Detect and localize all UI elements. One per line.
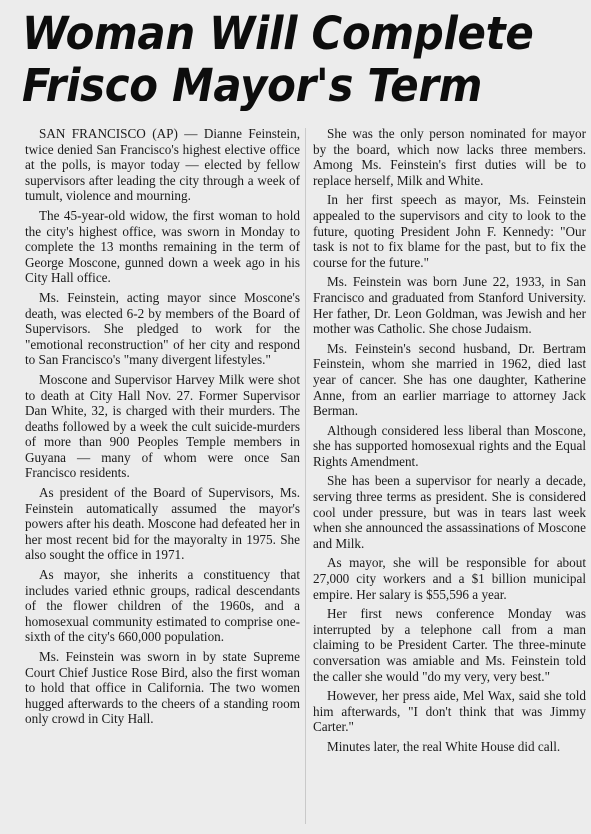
paragraph: Moscone and Supervisor Harvey Milk were shot to death at City Hall Nov. 27. Former Supervisor Dan White, 32, is charged with their murders. The deaths followed by a week the cult suicide-murders of more than 900 Peoples Temple members in Guyana — many of whom were once San Francisco residents. xyxy=(25,371,300,481)
article-column-left xyxy=(25,126,300,731)
paragraph: SAN FRANCISCO (AP) — Dianne Feinstein, twice denied San Francisco's highest elective office at the polls, is mayor today — elected by fellow supervisors after leading the city through a week of tumult, violence and mourning. xyxy=(25,126,300,204)
paragraph: Minutes later, the real White House did call. xyxy=(327,738,561,754)
paragraph: As mayor, she will be responsible for about 27,000 city workers and a $1 billion municipal empire. Her salary is $55,596 a year. xyxy=(313,555,586,602)
paragraph: Ms. Feinstein's second husband, Dr. Bertram Feinstein, whom she married in 1962, died last year of cancer. She has one daughter, Katherine Anne, from an earlier marriage to attorney Jack Berman. xyxy=(313,340,586,419)
headline xyxy=(22,8,543,112)
paragraph: However, her press aide, Mel Wax, said she told him afterwards, "I don't think that was Jimmy Carter." xyxy=(313,688,586,735)
paragraph: The 45-year-old widow, the first woman to hold the city's highest office, was sworn in Monday to complete the 13 months remaining in the term of George Moscone, gunned down a week ago in his City Hall office. xyxy=(25,207,300,286)
paragraph: Ms. Feinstein was sworn in by state Supreme Court Chief Justice Rose Bird, also the first woman to hold that office in California. The two women hugged afterwards to the cheers of a standing room only crowd in City Hall. xyxy=(25,649,300,727)
paragraph: Her first news conference Monday was interrupted by a telephone call from a man claiming to be President Carter. The three-minute conversation was amiable and Ms. Feinstein told the caller she would "do my very, very best." xyxy=(313,606,586,684)
headline-line-2: Frisco Mayor's Term xyxy=(22,59,483,112)
headline-line-1: Woman Will Complete xyxy=(22,7,534,60)
paragraph: Although considered less liberal than Moscone, she has supported homosexual rights and the Equal Rights Amendment. xyxy=(313,422,586,469)
column-divider xyxy=(305,128,306,824)
paragraph: Ms. Feinstein was born June 22, 1933, in San Francisco and graduated from Stanford University. Her father, Dr. Leon Goldman, was Jewish and her mother was Catholic. She chose Judaism. xyxy=(313,274,586,337)
paragraph: She has been a supervisor for nearly a decade, serving three terms as president. She is considered cool under pressure, but was in tears last week when she announced the assassinations of Moscone and Milk. xyxy=(313,473,586,551)
paragraph: In her first speech as mayor, Ms. Feinstein appealed to the supervisors and city to look to the future, quoting President John F. Kennedy: "Our task is not to fix blame for the past, but to fix the course for the future." xyxy=(313,192,586,270)
paragraph: Ms. Feinstein, acting mayor since Moscone's death, was elected 6-2 by members of the Board of Supervisors. She pledged to work for the "emotional reconstruction" of her city and respond to San Francisco's "many divergent lifestyles." xyxy=(25,289,300,368)
paragraph: She was the only person nominated for mayor by the board, which now lacks three members. Among Ms. Feinstein's first duties will be to replace herself, Milk and White. xyxy=(313,126,586,188)
paragraph: As mayor, she inherits a constituency that includes varied ethnic groups, radical descendants of the flower children of the 1960s, and a homosexual community estimated to comprise one-sixth of the city's 660,000 population. xyxy=(25,567,300,645)
paragraph: As president of the Board of Supervisors, Ms. Feinstein automatically assumed the mayor's powers after his death. Moscone had defeated her in her most recent bid for the mayoralty in 1975. She also sought the office in 1971. xyxy=(25,485,300,563)
article-column-right xyxy=(313,126,586,759)
